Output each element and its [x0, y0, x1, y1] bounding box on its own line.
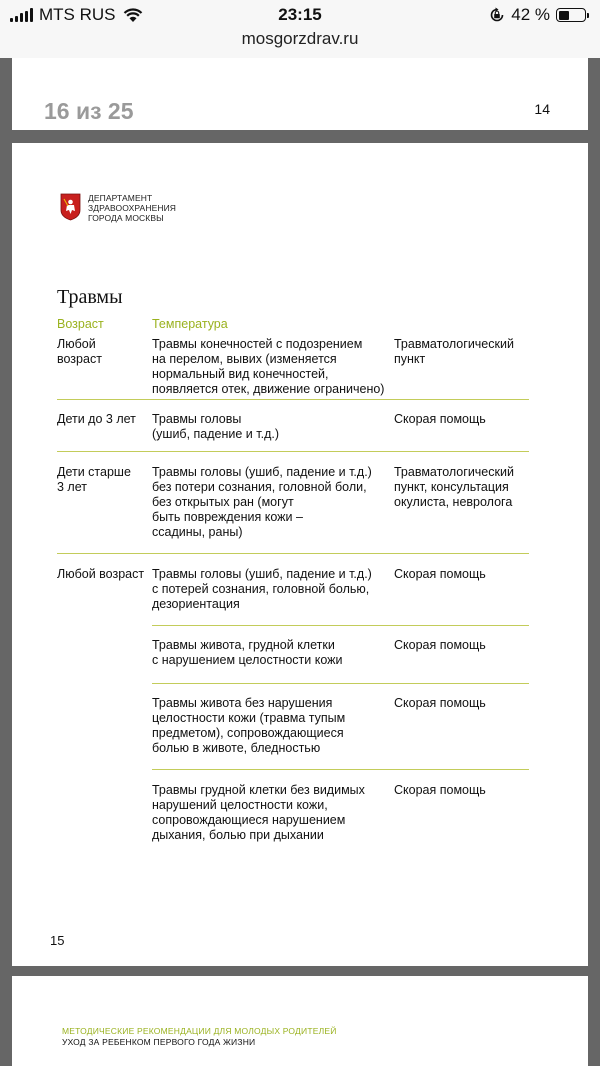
status-right	[489, 5, 586, 25]
section-title: Травмы	[57, 286, 123, 308]
cell-condition: Травмы головы (ушиб, падение и т.д.) без потери сознания, головной боли, без открытых ран (могут быть повреждения кожи – ссадины, раны)	[152, 465, 372, 539]
carrier-name: MTS RUS	[39, 5, 116, 24]
cell-condition: Травмы грудной клетки без видимых нарушений целостности кожи, сопровождающиеся нарушением дыхания, болью при дыхании	[152, 783, 365, 842]
page-number: 14	[534, 101, 550, 117]
page-counter: 16 из 25	[44, 98, 134, 124]
cell-age: Дети старше 3 лет	[57, 465, 131, 494]
moscow-coat-of-arms-icon	[60, 193, 81, 221]
row-divider	[57, 451, 529, 452]
cell-condition: Травмы живота, грудной клетки с нарушением целостности кожи	[152, 638, 343, 667]
battery-icon	[556, 8, 586, 22]
department-logo	[60, 193, 176, 223]
cell-action: Скорая помощь	[394, 638, 486, 652]
footer-subtitle: УХОД ЗА РЕБЕНКОМ ПЕРВОГО ГОДА ЖИЗНИ	[62, 1037, 256, 1047]
cell-age: Дети до 3 лет	[57, 412, 136, 426]
cell-action: Скорая помощь	[394, 412, 486, 426]
document-page-16	[12, 976, 588, 1066]
footer-title: МЕТОДИЧЕСКИЕ РЕКОМЕНДАЦИИ ДЛЯ МОЛОДЫХ РОДИТЕЛЕЙ	[62, 1026, 337, 1036]
clock: 23:15	[278, 5, 322, 24]
row-divider	[57, 553, 529, 554]
status-bar	[0, 0, 600, 58]
document-page-15	[12, 143, 588, 966]
cell-condition: Травмы головы (ушиб, падение и т.д.)	[152, 412, 280, 441]
cell-action: Травматологический пункт, консультация окулиста, невролога	[394, 465, 514, 509]
department-name: ДЕПАРТАМЕНТ ЗДРАВООХРАНЕНИЯ ГОРОДА МОСКВЫ	[88, 193, 177, 223]
cell-action: Травматологический пункт	[394, 337, 514, 366]
row-divider	[57, 399, 529, 400]
row-divider	[152, 625, 529, 626]
battery-fill	[559, 11, 569, 20]
column-header-age: Возраст	[57, 317, 104, 331]
battery-percent: 42 %	[511, 5, 550, 24]
cell-condition: Травмы головы (ушиб, падение и т.д.) с потерей сознания, головной болью, дезориентация	[152, 567, 372, 611]
cell-condition: Травмы живота без нарушения целостности кожи (травма тупым предметом), сопровождающиеся болью в животе, бледностью	[152, 696, 346, 755]
orientation-lock-icon	[489, 7, 505, 23]
cell-action: Скорая помощь	[394, 567, 486, 581]
address-bar[interactable]: mosgorzdrav.ru	[241, 29, 359, 48]
page-number: 15	[50, 933, 65, 948]
cell-action: Скорая помощь	[394, 696, 486, 710]
cell-age: Любой возраст	[57, 337, 102, 366]
cell-condition: Травмы конечностей с подозрением на перелом, вывих (изменяется нормальный вид конечностей, появляется отек, движение ограничено)	[152, 337, 385, 396]
row-divider	[152, 769, 529, 770]
document-page-14	[12, 58, 588, 130]
column-header-condition: Температура	[152, 317, 228, 331]
row-divider	[152, 683, 529, 684]
cell-age: Любой возраст	[57, 567, 145, 581]
cell-action: Скорая помощь	[394, 783, 486, 797]
